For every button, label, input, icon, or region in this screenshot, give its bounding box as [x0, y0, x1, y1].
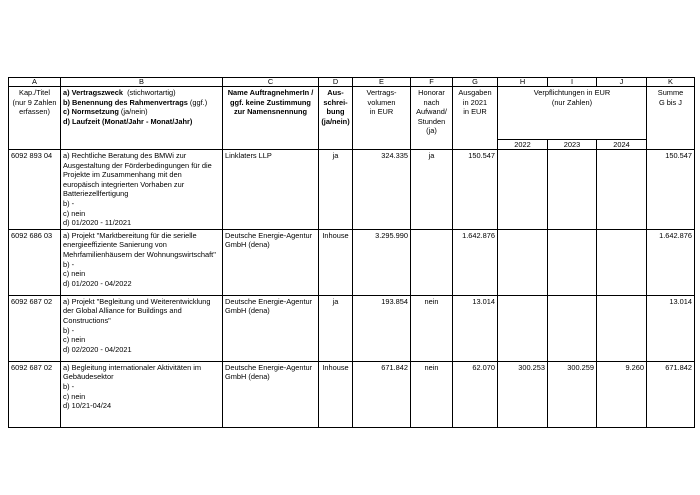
- description-cell: a) Projekt "Marktbereitung für die serielle energieeffiziente Sanierung von Mehrfamilienhäusern der Wohnungswirtschaft" b) - c) nein d) 01/2020 - 04/2022: [61, 229, 223, 295]
- header-b-line2: b) Benennung des Rahmenvertrags: [63, 97, 188, 107]
- tender-cell: Inhouse: [319, 361, 353, 427]
- header-year-2023: 2023: [548, 140, 597, 150]
- header-b-line2-hint: (ggf.): [189, 97, 208, 107]
- column-letter: I: [548, 78, 597, 87]
- sum-cell: 13.014: [647, 295, 695, 361]
- contractor-cell: Deutsche Energie-Agentur GmbH (dena): [223, 361, 319, 427]
- fee-cell: nein: [411, 295, 453, 361]
- column-letter-row: [9, 78, 695, 87]
- header-ausschreibung: Aus- schrei- bung (ja/nein): [319, 87, 353, 150]
- header-b-line3: c) Normsetzung: [63, 107, 119, 117]
- table-row: [9, 229, 695, 295]
- kap-titel-cell: 6092 686 03: [9, 229, 61, 295]
- sum-cell: 150.547: [647, 150, 695, 230]
- fee-cell: nein: [411, 361, 453, 427]
- header-b-line1-hint: (stichwortartig): [127, 88, 176, 97]
- column-letter: C: [223, 78, 319, 87]
- table-row: [9, 150, 695, 230]
- column-letter: J: [597, 78, 647, 87]
- header-b-line1: a) Vertragszweck: [63, 88, 123, 97]
- commit-2024-cell: [597, 150, 647, 230]
- header-year-2022: 2022: [498, 140, 548, 150]
- commit-2024-cell: 9.260: [597, 361, 647, 427]
- column-letter: B: [61, 78, 223, 87]
- commit-2022-cell: [498, 150, 548, 230]
- sum-cell: 1.642.876: [647, 229, 695, 295]
- commit-2023-cell: [548, 295, 597, 361]
- table-row: [9, 295, 695, 361]
- commit-2022-cell: 300.253: [498, 361, 548, 427]
- header-row: [9, 87, 695, 140]
- fee-cell: ja: [411, 150, 453, 230]
- spend-2021-cell: 13.014: [453, 295, 498, 361]
- tender-cell: ja: [319, 150, 353, 230]
- column-letter: G: [453, 78, 498, 87]
- volume-cell: 3.295.990: [353, 229, 411, 295]
- contractor-cell: Linklaters LLP: [223, 150, 319, 230]
- volume-cell: 324.335: [353, 150, 411, 230]
- spend-2021-cell: 150.547: [453, 150, 498, 230]
- volume-cell: 193.854: [353, 295, 411, 361]
- header-auftragnehmer: Name AuftragnehmerIn / ggf. keine Zustimmung zur Namensnennung: [223, 87, 319, 150]
- column-letter: A: [9, 78, 61, 87]
- kap-titel-cell: 6092 687 02: [9, 295, 61, 361]
- volume-cell: 671.842: [353, 361, 411, 427]
- kap-titel-cell: 6092 687 02: [9, 361, 61, 427]
- contracts-table: [8, 77, 695, 428]
- column-letter: D: [319, 78, 353, 87]
- header-b-line3-hint: (ja/nein): [120, 107, 148, 117]
- commit-2024-cell: [597, 229, 647, 295]
- description-cell: a) Begleitung internationaler Aktivitäten im Gebäudesektor b) - c) nein d) 10/21-04/24: [61, 361, 223, 427]
- column-letter: H: [498, 78, 548, 87]
- kap-titel-cell: 6092 893 04: [9, 150, 61, 230]
- commit-2023-cell: [548, 150, 597, 230]
- tender-cell: Inhouse: [319, 229, 353, 295]
- commit-2023-cell: 300.259: [548, 361, 597, 427]
- header-honorar: Honorar nach Aufwand/ Stunden (ja): [411, 87, 453, 150]
- header-summe: Summe G bis J: [647, 87, 695, 150]
- commit-2022-cell: [498, 295, 548, 361]
- contractor-cell: Deutsche Energie-Agentur GmbH (dena): [223, 229, 319, 295]
- header-b-line4: d) Laufzeit (Monat/Jahr - Monat/Jahr): [63, 116, 193, 126]
- header-verpflichtungen: Verpflichtungen in EUR (nur Zahlen): [498, 87, 647, 140]
- tender-cell: ja: [319, 295, 353, 361]
- fee-cell: [411, 229, 453, 295]
- header-year-2024: 2024: [597, 140, 647, 150]
- description-cell: a) Rechtliche Beratung des BMWi zur Ausgestaltung der Förderbedingungen für die Projekte im Zusammenhang mit den europäisch integrierten Vorhaben zur Batteriezellfertigung b) - c) nein d) 01/2020 - 11/2021: [61, 150, 223, 230]
- commit-2023-cell: [548, 229, 597, 295]
- description-cell: a) Projekt "Begleitung und Weiterentwicklung der Global Alliance for Buildings and Constructions" b) - c) nein d) 02/2020 - 04/2021: [61, 295, 223, 361]
- spend-2021-cell: 62.070: [453, 361, 498, 427]
- header-ausgaben-2021: Ausgaben in 2021 in EUR: [453, 87, 498, 150]
- column-letter: E: [353, 78, 411, 87]
- header-vertragszweck: [61, 87, 223, 150]
- commit-2024-cell: [597, 295, 647, 361]
- column-letter: F: [411, 78, 453, 87]
- header-kap-titel: Kap./Titel (nur 9 Zahlen erfassen): [9, 87, 61, 150]
- spend-2021-cell: 1.642.876: [453, 229, 498, 295]
- sum-cell: 671.842: [647, 361, 695, 427]
- column-letter: K: [647, 78, 695, 87]
- table-row: [9, 361, 695, 427]
- commit-2022-cell: [498, 229, 548, 295]
- contractor-cell: Deutsche Energie-Agentur GmbH (dena): [223, 295, 319, 361]
- header-vertragsvolumen: Vertrags- volumen in EUR: [353, 87, 411, 150]
